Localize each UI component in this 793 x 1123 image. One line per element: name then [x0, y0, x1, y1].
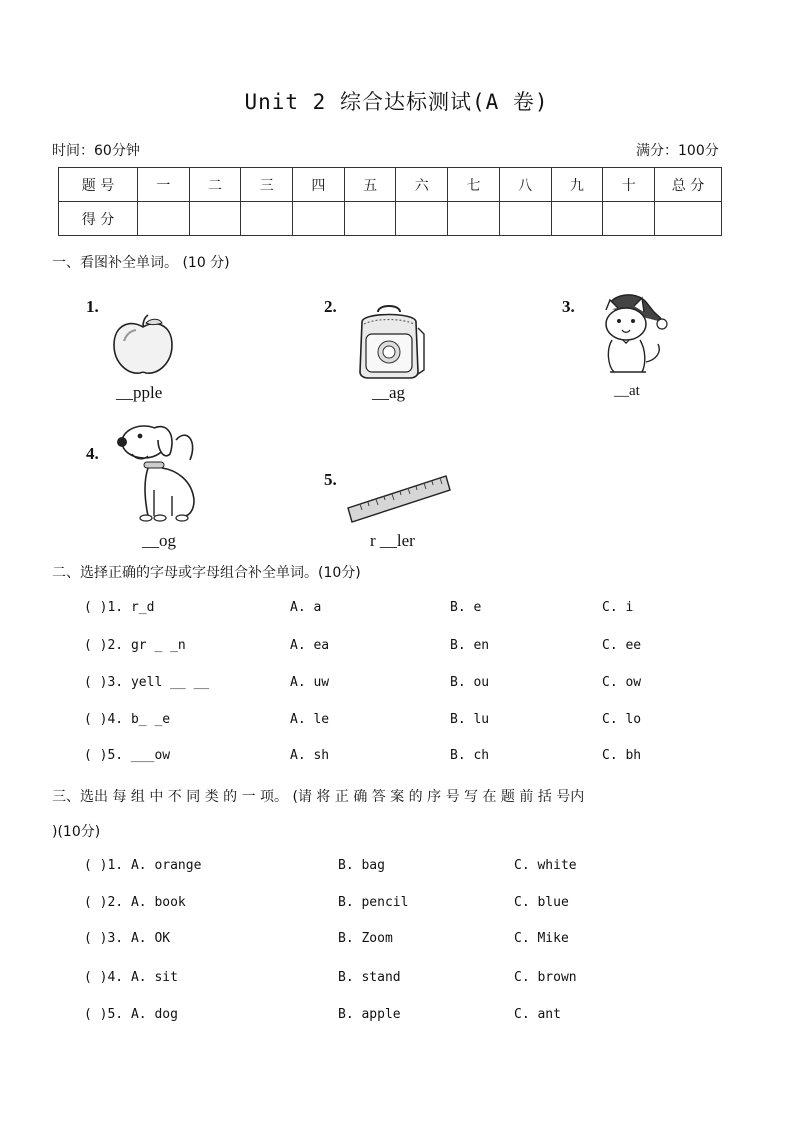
- option-a: A. uw: [290, 675, 330, 690]
- score-cell: 二: [189, 168, 241, 202]
- option-a: A. ea: [290, 638, 330, 653]
- section3-heading-continued: )(10分): [52, 824, 101, 840]
- question-stem: ( )4. b_ _e: [84, 712, 171, 727]
- score-input-cell[interactable]: [499, 202, 551, 236]
- score-cell: 四: [293, 168, 345, 202]
- item-number: 3.: [562, 297, 575, 316]
- option-b: B. apple: [338, 1007, 401, 1022]
- option-a: A. le: [290, 712, 330, 727]
- time-limit: 时间：60分钟: [52, 143, 140, 159]
- score-cell: 九: [551, 168, 603, 202]
- question-stem: ( )1. A. orange: [84, 858, 202, 873]
- score-table-score-row: [59, 202, 722, 236]
- section2-heading: 二、选择正确的字母或字母组合补全单词。(10分): [52, 565, 361, 581]
- option-b: B. en: [450, 638, 490, 653]
- dog-icon: [114, 420, 200, 524]
- option-c: C. ant: [514, 1007, 561, 1022]
- score-cell: 六: [396, 168, 448, 202]
- score-input-cell[interactable]: [551, 202, 603, 236]
- score-table: [58, 167, 722, 236]
- score-input-cell[interactable]: [448, 202, 500, 236]
- option-b: B. ou: [450, 675, 490, 690]
- score-cell: 总 分: [655, 168, 722, 202]
- option-b: B. e: [450, 600, 482, 615]
- item-number: 2.: [324, 297, 337, 316]
- word-blank: __at: [614, 383, 640, 399]
- score-input-cell[interactable]: [189, 202, 241, 236]
- question-stem: ( )4. A. sit: [84, 970, 178, 985]
- option-b: B. lu: [450, 712, 490, 727]
- word-blank: r __ler: [370, 531, 415, 550]
- apple-icon: [110, 315, 176, 377]
- option-c: C. i: [602, 600, 634, 615]
- question-stem: ( )5. A. dog: [84, 1007, 178, 1022]
- option-c: C. bh: [602, 748, 642, 763]
- option-c: C. white: [514, 858, 577, 873]
- item-number: 5.: [324, 470, 337, 489]
- score-input-cell[interactable]: [396, 202, 448, 236]
- score-row-label: 得 分: [59, 202, 138, 236]
- score-cell: 七: [448, 168, 500, 202]
- option-c: C. Mike: [514, 931, 569, 946]
- full-score: 满分：100分: [636, 143, 719, 159]
- score-input-cell[interactable]: [344, 202, 396, 236]
- section1-heading: 一、看图补全单词。 (10 分): [52, 255, 230, 271]
- section3-heading: 三、选出 每 组 中 不 同 类 的 一 项。 (请 将 正 确 答 案 的 序 号 写 在 题 前 括 号内: [52, 789, 585, 805]
- question-stem: ( )3. yell __ __: [84, 675, 210, 690]
- page-title: Unit 2 综合达标测试(A 卷): [244, 90, 549, 114]
- option-b: B. pencil: [338, 895, 409, 910]
- item-number: 1.: [86, 297, 99, 316]
- question-stem: ( )2. A. book: [84, 895, 186, 910]
- item-number: 4.: [86, 444, 99, 463]
- score-cell: 八: [499, 168, 551, 202]
- score-cell: 十: [603, 168, 655, 202]
- option-b: B. stand: [338, 970, 401, 985]
- score-cell: 五: [344, 168, 396, 202]
- score-input-cell[interactable]: [293, 202, 345, 236]
- word-blank: __ag: [372, 383, 406, 402]
- score-input-cell[interactable]: [241, 202, 293, 236]
- score-input-cell[interactable]: [138, 202, 190, 236]
- option-c: C. ow: [602, 675, 642, 690]
- question-stem: ( )5. ___ow: [84, 748, 171, 763]
- word-blank: __og: [142, 531, 176, 550]
- option-c: C. lo: [602, 712, 642, 727]
- option-b: B. ch: [450, 748, 490, 763]
- cat-icon: [596, 288, 668, 376]
- question-stem: ( )2. gr _ _n: [84, 638, 186, 653]
- score-cell: 题 号: [59, 168, 138, 202]
- option-b: B. bag: [338, 858, 385, 873]
- score-input-cell[interactable]: [603, 202, 655, 236]
- option-a: A. sh: [290, 748, 330, 763]
- word-blank: __pple: [116, 383, 163, 402]
- option-c: C. ee: [602, 638, 642, 653]
- question-stem: ( )1. r_d: [84, 600, 155, 615]
- score-input-cell[interactable]: [655, 202, 722, 236]
- ruler-icon: [346, 474, 452, 524]
- question-stem: ( )3. A. OK: [84, 931, 171, 946]
- bag-icon: [356, 304, 428, 380]
- score-cell: 一: [138, 168, 190, 202]
- option-c: C. brown: [514, 970, 577, 985]
- option-a: A. a: [290, 600, 322, 615]
- score-cell: 三: [241, 168, 293, 202]
- score-table-header-row: [59, 168, 722, 202]
- option-c: C. blue: [514, 895, 569, 910]
- option-b: B. Zoom: [338, 931, 393, 946]
